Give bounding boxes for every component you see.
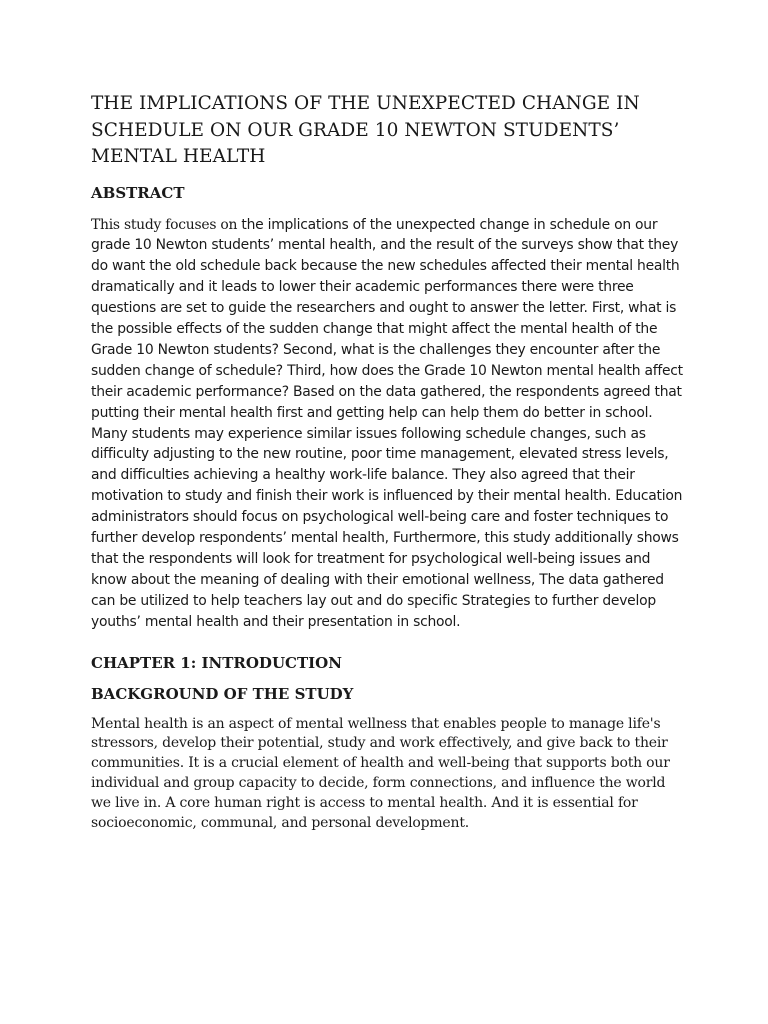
chapter-heading: CHAPTER 1: INTRODUCTION xyxy=(91,653,342,672)
abstract-heading: ABSTRACT xyxy=(91,183,185,202)
abstract-paragraph xyxy=(91,215,685,633)
background-heading: BACKGROUND OF THE STUDY xyxy=(91,684,354,703)
document-title: THE IMPLICATIONS OF THE UNEXPECTED CHANGE IN SCHEDULE ON OUR GRADE 10 NEWTON STUDENTS’ MENTAL HEALTH xyxy=(91,93,640,167)
abstract-body-text: the implications of the unexpected change in schedule on our grade 10 Newton students’ mental health, and the result of the surveys show that they do want the old schedule back because the new schedules affected their mental health dramatically and it leads to lower their academic performances there were three questions are set to guide the researchers and ought to answer the letter. First, what is the possible effects of the sudden change that might affect the mental health of the Grade 10 Newton students? Second, what is the challenges they encounter after the sudden change of schedule? Third, how does the Grade 10 Newton mental health affect their academic performance? Based on the data gathered, the respondents agreed that putting their mental health first and getting help can help them do better in school. Many students may experience similar issues following schedule changes, such as difficulty adjusting to the new routine, poor time management, elevated stress levels, and difficulties achieving a healthy work-life balance. They also agreed that their motivation to study and finish their work is influenced by their mental health. Education administrators should focus on psychological well-being care and foster techniques to further develop respondents’ mental health, Furthermore, this study additionally shows that the respondents will look for treatment for psychological well-being issues and know about the meaning of dealing with their emotional wellness, The data gathered can be utilized to help teachers lay out and do specific Strategies to further develop youths’ mental health and their presentation in school. xyxy=(91,216,683,630)
abstract-lead-text: This study focuses on xyxy=(91,216,238,233)
document-page xyxy=(91,91,681,833)
background-paragraph: Mental health is an aspect of mental wellness that enables people to manage life's stressors, develop their potential, study and work effectively, and give back to their communities. It is a crucial element of health and well-being that supports both our individual and group capacity to decide, form connections, and influence the world we live in. A core human right is access to mental health. And it is essential for socioeconomic, communal, and personal development. xyxy=(91,715,670,831)
